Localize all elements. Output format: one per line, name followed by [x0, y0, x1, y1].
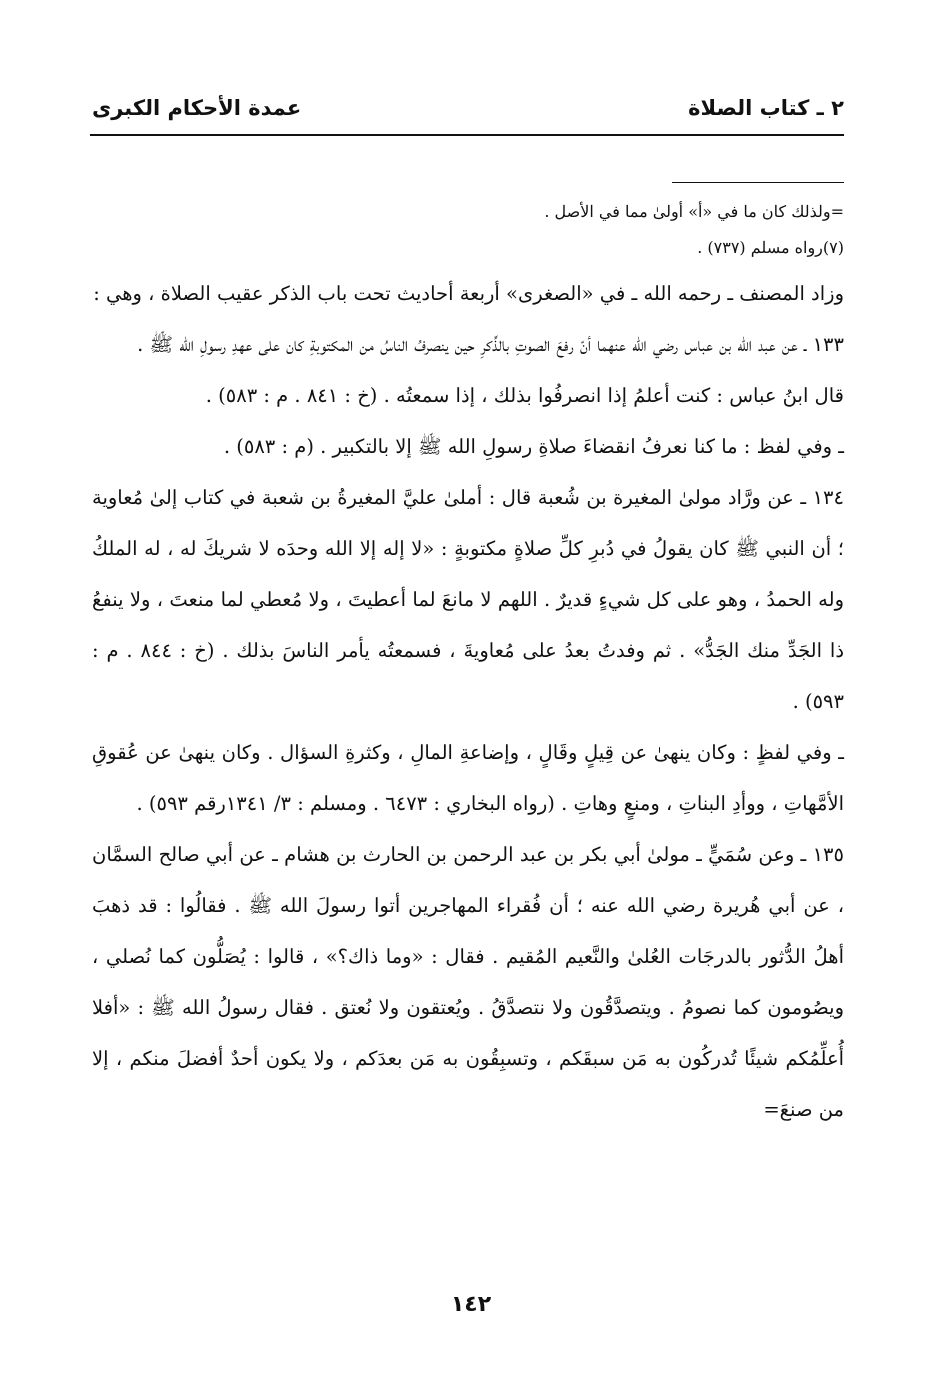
hadith-133: ١٣٣ ـ عن عبد الله بن عباس رضي الله عنهما أنّ رفعَ الصوتِ بالذِّكرِ حين ينصرفُ الناسُ من المكتوبةِ كان على عهدِ رسولِ الله ﷺ . [137, 333, 844, 356]
page-body [92, 194, 844, 1135]
chapter-title: ٢ ـ كتاب الصلاة [688, 96, 844, 120]
footnote-divider [672, 182, 844, 183]
hadith-133-variant: ـ وفي لفظ : ما كنا نعرفُ انقضاءَ صلاةِ رسولِ الله ﷺ إلا بالتكبير . (م : ٥٨٣) . [223, 435, 844, 458]
page-number: ١٤٢ [450, 1292, 492, 1317]
hadith-135: ١٣٥ ـ وعن سُمَيٍّ ـ مولىٰ أبي بكر بن عبد الرحمن بن الحارث بن هشام ـ عن أبي صالح السمَّان ، عن أبي هُريرة رضي الله عنه ؛ أن فُقراء المهاجرين أتوا رسولَ الله ﷺ . فقالُوا : قد ذهبَ أهلُ الدُّثور بالدرجَات العُلىٰ والنَّعيم المُقيم . فقال : «وما ذاك؟» ، قالوا : يُصَلُّون كما نُصلي ، ويصُومون كما نصومُ . ويتصدَّقُون ولا نتصدَّقُ . ويُعتقون ولا نُعتق . فقال رسولُ الله ﷺ : «أفلا أُعلِّمُكم شيئًا تُدركُون به مَن سبقَكم ، وتسبِقُون به مَن بعدَكم ، ولا يكون أحدٌ أفضلَ منكم ، إلا من صنعَ= [92, 843, 844, 1121]
footnote-continuation: =ولذلك كان ما في «أ» أولىٰ مما في الأصل . [544, 202, 844, 221]
running-header [92, 96, 844, 132]
header-divider [90, 134, 844, 136]
hadith-134: ١٣٤ ـ عن ورَّاد مولىٰ المغيرة بن شُعبة قال : أملىٰ عليَّ المغيرةُ بن شعبة في كتاب إلىٰ مُعاوية ؛ أن النبي ﷺ كان يقولُ في دُبرِ كلِّ صلاةٍ مكتوبةٍ : «لا إله إلا الله وحدَه لا شريكَ له ، له الملكُ وله الحمدُ ، وهو على كل شيءٍ قديرٌ . اللهم لا مانعَ لما أعطيتَ ، ولا مُعطي لما منعتَ ، ولا ينفعُ ذا الجَدِّ منك الجَدُّ» . ثم وفدتُ بعدُ على مُعاويةَ ، فسمعتُه يأمر الناسَ بذلك . (خ : ٨٤٤ . م : ٥٩٣) . [92, 486, 844, 713]
intro-paragraph: وزاد المصنف ـ رحمه الله ـ في «الصغرى» أربعة أحاديث تحت باب الذكر عقيب الصلاة ، وهي : [93, 282, 844, 305]
book-title: عمدة الأحكام الكبرى [92, 96, 302, 120]
hadith-133-ibn-abbas: قال ابنُ عباس : كنت أعلمُ إذا انصرفُوا بذلك ، إذا سمعتُه . (خ : ٨٤١ . م : ٥٨٣) . [205, 384, 844, 407]
footnote-7: (٧)رواه مسلم (٧٣٧) . [697, 238, 844, 257]
hadith-134-variant: ـ وفي لفظٍ : وكان ينهىٰ عن قِيلٍ وقَالٍ ، وإضاعةِ المالِ ، وكثرةِ السؤال . وكان ينهىٰ عن عُقوقِ الأمَّهاتِ ، ووأدِ البناتِ ، ومنعٍ وهاتِ . (رواه البخاري : ٦٤٧٣ . ومسلم : ٣/ ١٣٤١رقم ٥٩٣) . [92, 741, 844, 815]
